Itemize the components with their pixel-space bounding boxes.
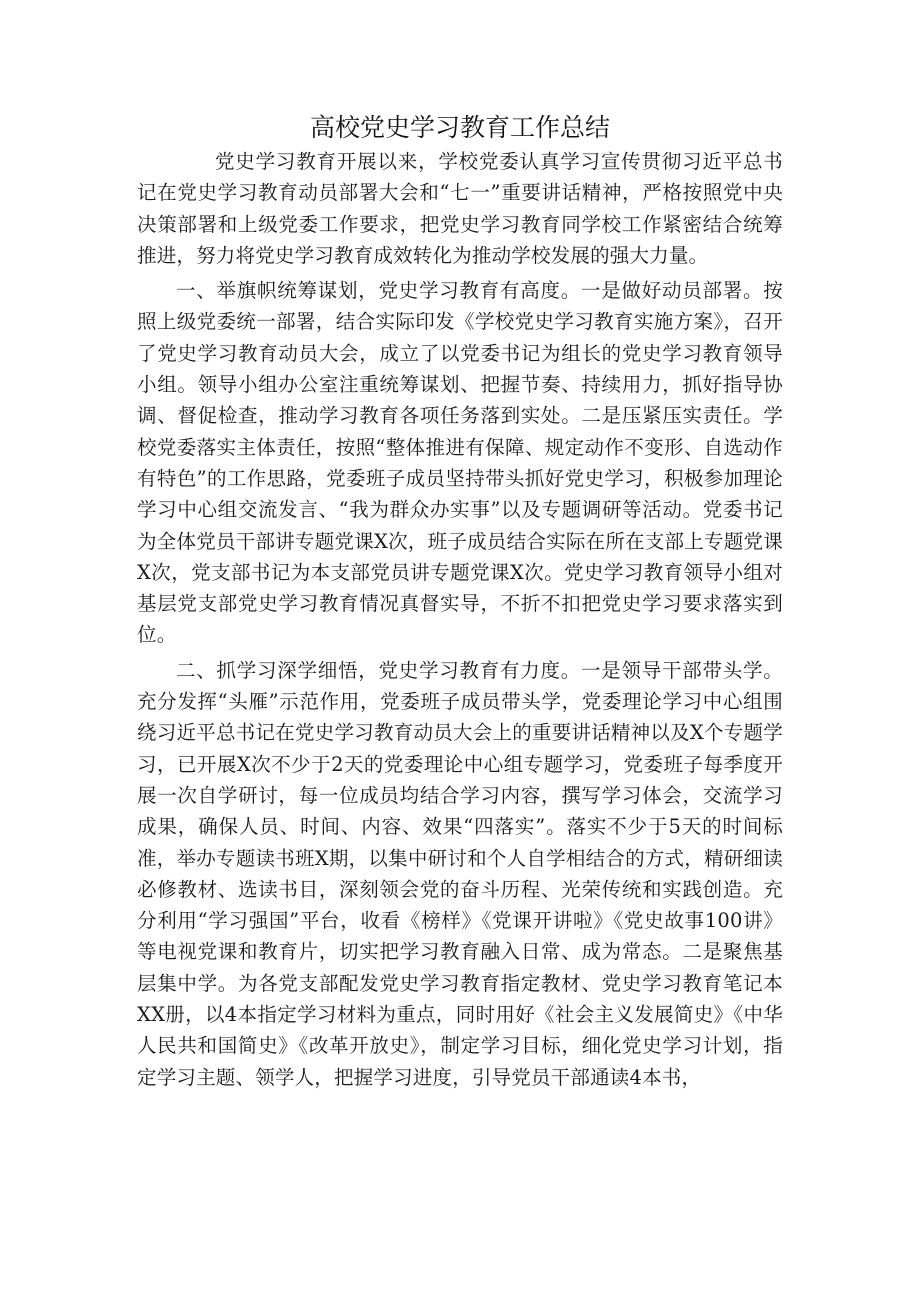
paragraph-intro: 党史学习教育开展以来，学校党委认真学习宣传贯彻习近平总书记在党史学习教育动员部署大会和“七一”重要讲话精神，严格按照党中央决策部署和上级党委工作要求，把党史学习教育同学校工作紧密结合统筹推进，努力将党史学习教育成效转化为推动学校发展的强大力量。 <box>137 150 783 267</box>
document-title: 高校党史学习教育工作总结 <box>309 113 610 142</box>
paragraph-section-two: 二、抓学习深学细悟，党史学习教育有力度。一是领导干部带头学。充分发挥“头雁”示范作用，党委班子成员带头学，党委理论学习中心组围绕习近平总书记在党史学习教育动员大会上的重要讲话精神以及X个专题学习，已开展X次不少于2天的党委理论中心组专题学习，党委班子每季度开展一次自学研讨，每一位成员均结合学习内容，撰写学习体会，交流学习成果，确保人员、时间、内容、效果“四落实”。落实不少于5天的时间标准，举办专题读书班X期，以集中研讨和个人自学相结合的方式，精研细读必修教材、选读书目，深刻领会党的奋斗历程、光荣传统和实践创造。充分利用“学习强国”平台，收看《榜样》《党课开讲啦》《党史故事100讲》等电视党课和教育片，切实把学习教育融入日常、成为常态。二是聚焦基层集中学。为各党支部配发党史学习教育指定教材、党史学习教育笔记本XX册，以4本指定学习材料为重点，同时用好《社会主义发展简史》《中华人民共和国简史》《改革开放史》，制定学习目标，细化党史学习计划，指定学习主题、领学人，把握学习进度，引导党员干部通读4本书， <box>137 658 783 1089</box>
document-body <box>137 146 783 1093</box>
paragraph-section-one: 一、举旗帜统筹谋划，党史学习教育有高度。一是做好动员部署。按照上级党委统一部署，结合实际印发《学校党史学习教育实施方案》，召开了党史学习教育动员大会，成立了以党委书记为组长的党史学习教育领导小组。领导小组办公室注重统筹谋划、把握节奏、持续用力，抓好指导协调、督促检查，推动学习教育各项任务落到实处。二是压紧压实责任。学校党委落实主体责任，按照“整体推进有保障、规定动作不变形、自选动作有特色”的工作思路，党委班子成员坚持带头抓好党史学习，积极参加理论学习中心组交流发言、“我为群众办实事”以及专题调研等活动。党委书记为全体党员干部讲专题党课X次，班子成员结合实际在所在支部上专题党课X次，党支部书记为本支部党员讲专题党课X次。党史学习教育领导小组对基层党支部党史学习教育情况真督实导，不折不扣把党史学习要求落实到位。 <box>137 279 783 647</box>
